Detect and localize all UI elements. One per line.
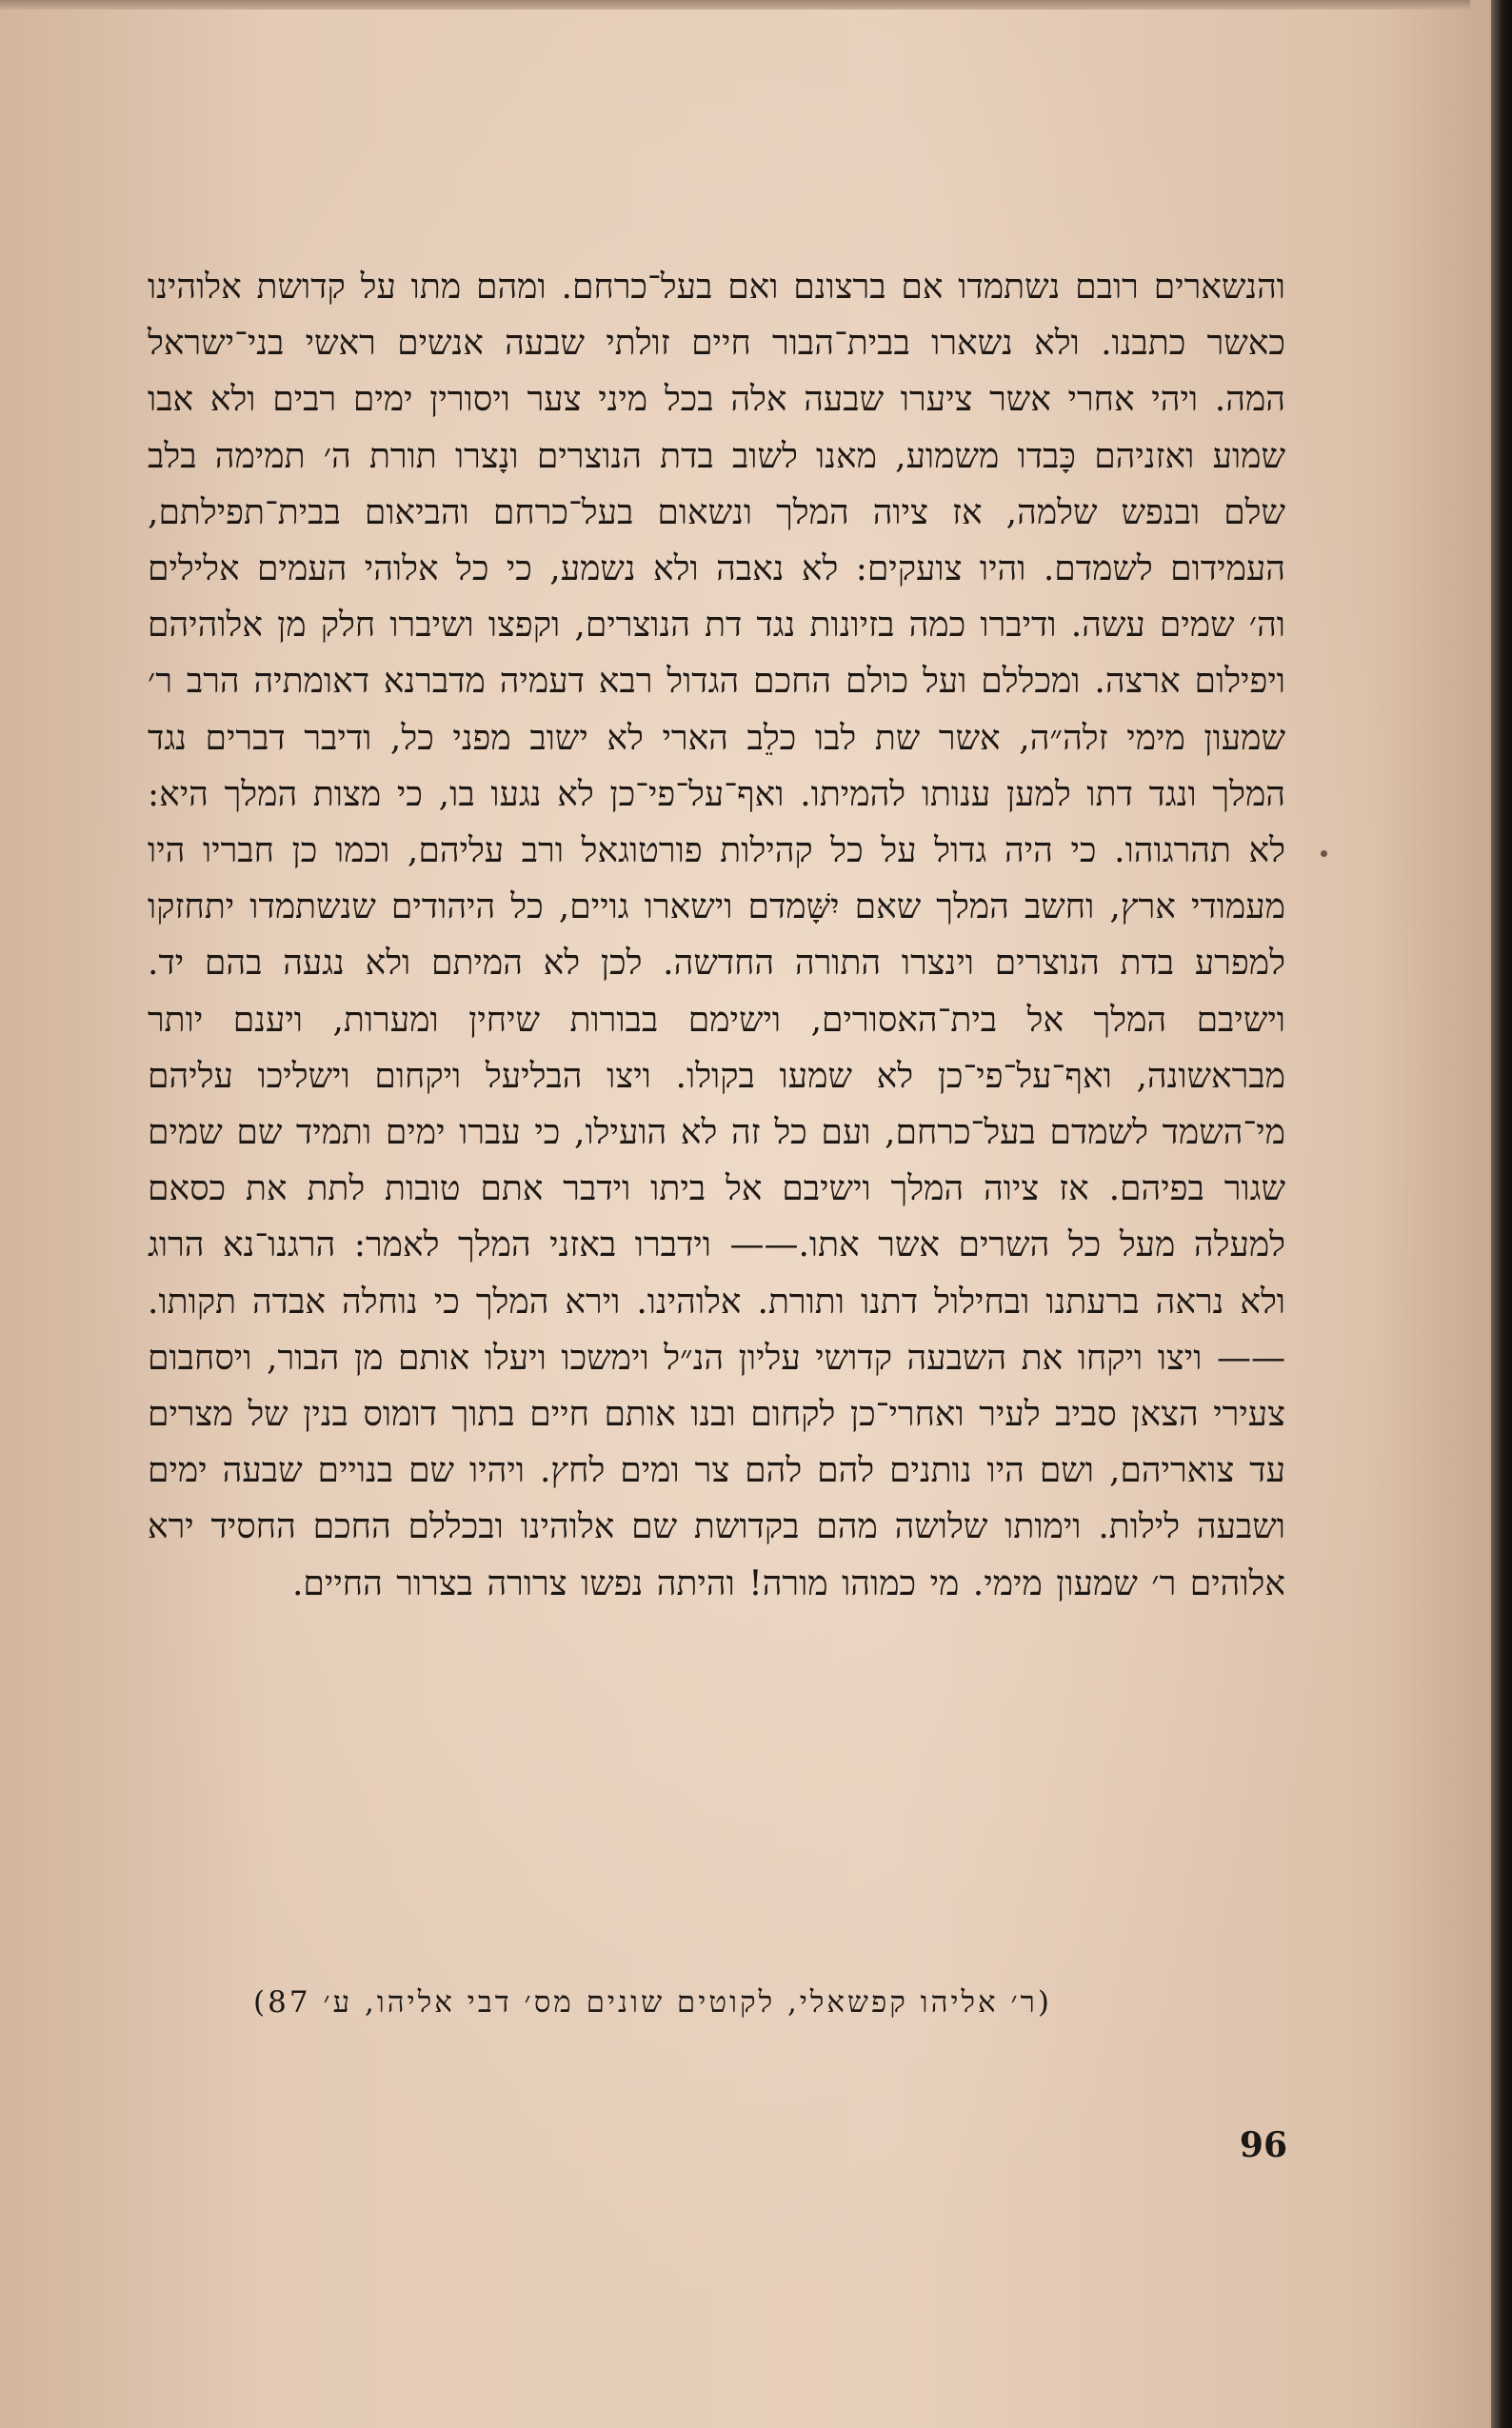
scanner-edge xyxy=(1491,0,1512,2428)
main-paragraph: והנשארים רובם נשתמדו אם ברצונם ואם בעל־כרחם. ומהם מתו על קדושת אלוהינו כאשר כתבנו. ולא נשארו בבית־הבור חיים זולתי שבעה אנשים ראשי בני־ישראל המה. ויהי אחרי אשר ציערו שבעה אלה בכל מיני צער ויסורין ימים רבים ולא אבו שמוע ואזניהם כָּבדו משמוע, מאנו לשוב בדת הנוצרים ונָצרו תורת ה׳ תמימה בלב שלם ובנפש שלמה, אז ציוה המלך ונשאום בעל־כרחם והביאום בבית־תפילתם, העמידום לשמדם. והיו צועקים: לא נאבה ולא נשמע, כי כל אלוהי העמים אלילים וה׳ שמים עשה. ודיברו כמה בזיונות נגד דת הנוצרים, וקפצו ושיברו חלק מן אלוהיהם ויפילום ארצה. ומכללם ועל כולם החכם הגדול רבא דעמיה מדברנא דאומתיה הרב ר׳ שמעון מימי זלה״ה, אשר שת לבו כלֵב הארי לא ישוב מפני כל, ודיבר דברים נגד המלך ונגד דתו למען ענותו להמיתו. ואף־על־פי־כן לא נגעו בו, כי מצות המלך היא: לא תהרגוהו. כי היה גדול על כל קהילות פורטוגאל ורב עליהם, וכמו כן חבריו היו מעמודי ארץ, וחשב המלך שאם יִשָּׁמדם וישארו גויים, כל היהודים שנשתמדו יתחזקו למפרע בדת הנוצרים וינצרו התורה החדשה. לכן לא המיתם ולא נגעה בהם יד. וישיבם המלך אל בית־האסורים, וישימם בבורות שיחין ומערות, ויענם יותר מבראשונה, ואף־על־פי־כן לא שמעו בקולו. ויצו הבליעל ויקחום וישליכו עליהם מי־השמד לשמדם בעל־כרחם, ועם כל זה לא הועילו, כי עברו ימים ותמיד שם שמים שגור בפיהם. אז ציוה המלך וישיבם אל ביתו וידבר אתם טובות לתת את כסאם למעלה מעל כל השרים אשר אתו.—— וידברו באזני המלך לאמר: הרגנו־נא הרוג ולא נראה ברעתנו ובחילול דתנו ותורת. אלוהינו. וירא המלך כי נוחלה אבדה תקותו.—— ויצו ויקחו את השבעה קדושי עליון הנ״ל וימשכו ויעלו אותם מן הבור, ויסחבום צעירי הצאן סביב לעיר ואחרי־כן לקחום ובנו אותם חיים בתוך דומוס בנין של מצרים עד צואריהם, ושם היו נותנים להם להם צר ומים לחץ. ויהיו שם בנויים שבעה ימים ושבעה לילות. וימותו שלושה מהם בקדושת שם אלוהינו ובכללם החכם החסיד ירא אלוהים ר׳ שמעון מימי. מי כמוהו מורה! והיתה נפשו צרורה בצרור החיים. xyxy=(148,268,1285,1603)
source-citation: (ר׳ אליהו קפשאלי, לקוטים שונים מס׳ דבי אליהו, ע׳ 87) xyxy=(253,1985,1052,2020)
paper-speck xyxy=(1321,850,1327,857)
page-number: 96 xyxy=(1239,2125,1287,2165)
body-text xyxy=(148,259,1285,1612)
scan-shadow-top xyxy=(0,0,1470,10)
